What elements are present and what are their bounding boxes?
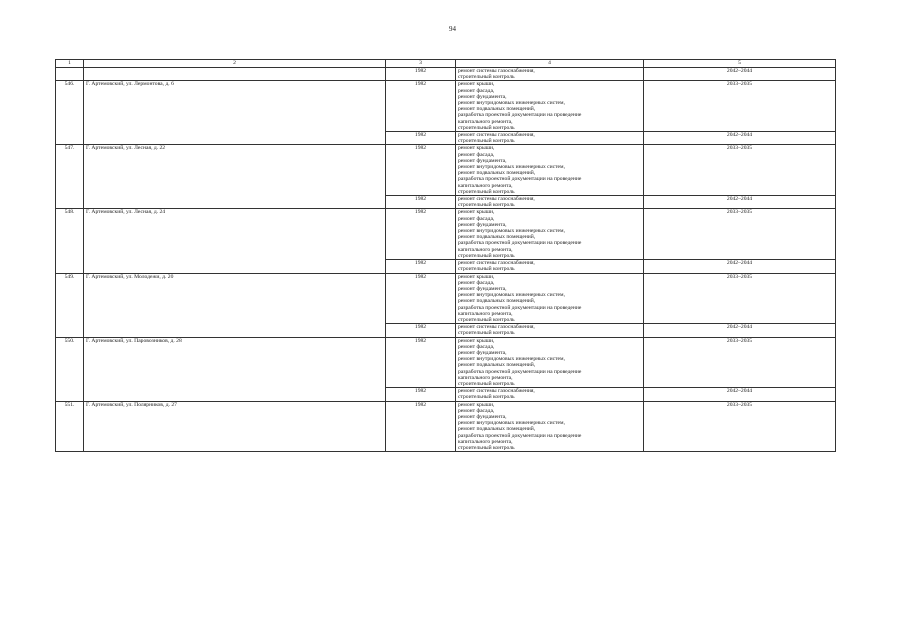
entry-works xyxy=(456,209,644,260)
carryover-year: 1982 xyxy=(386,68,456,81)
work-line: ремонт подвальных помещений, xyxy=(458,170,536,177)
entry-number: 546. xyxy=(56,81,84,145)
entry-works xyxy=(456,132,644,145)
work-line: ремонт внутридомовых инженерных систем, xyxy=(458,420,565,427)
work-line: ремонт фасада, xyxy=(458,279,495,286)
entry-period: 2042–2044 xyxy=(644,388,836,401)
column-header-1: 1 xyxy=(56,60,84,68)
entry-year: 1982 xyxy=(386,273,456,324)
work-line: ремонт внутридомовых инженерных систем, xyxy=(458,164,565,171)
entry-works xyxy=(456,337,644,388)
work-line: строительный контроль xyxy=(458,138,515,145)
work-line: разработка проектной документации на проведение xyxy=(458,176,582,183)
work-line: капитального ремонта, xyxy=(458,438,513,445)
carryover-address-cell xyxy=(84,68,386,81)
table-row xyxy=(56,145,836,196)
table-row xyxy=(56,209,836,260)
work-line: ремонт системы газоснабжения, xyxy=(458,388,535,395)
work-line: капитального ремонта, xyxy=(458,182,513,189)
work-line: строительный контроль xyxy=(458,266,515,273)
entry-year: 1982 xyxy=(386,145,456,196)
entry-year: 1982 xyxy=(386,81,456,132)
work-line: ремонт фундамента, xyxy=(458,413,507,420)
carryover-row xyxy=(56,68,836,81)
column-header-5: 5 xyxy=(644,60,836,68)
work-line: капитального ремонта, xyxy=(458,310,513,317)
work-line: ремонт фасада, xyxy=(458,151,495,158)
entry-period: 2033–2035 xyxy=(644,81,836,132)
work-line: ремонт подвальных помещений, xyxy=(458,426,536,433)
work-line: ремонт внутридомовых инженерных систем, xyxy=(458,292,565,299)
work-line: ремонт фасада, xyxy=(458,407,495,414)
entry-period: 2042–2044 xyxy=(644,196,836,209)
work-line: ремонт фундамента, xyxy=(458,157,507,164)
entry-period: 2033–2035 xyxy=(644,337,836,388)
carryover-num-cell xyxy=(56,68,84,81)
entry-period: 2033–2035 xyxy=(644,145,836,196)
entry-works xyxy=(456,196,644,209)
entry-number: 548. xyxy=(56,209,84,273)
table-row xyxy=(56,81,836,132)
entry-works xyxy=(456,81,644,132)
work-line: ремонт внутридомовых инженерных систем, xyxy=(458,356,565,363)
work-line: ремонт системы газоснабжения, xyxy=(458,68,535,74)
work-line: ремонт подвальных помещений, xyxy=(458,234,536,241)
capital-repair-table xyxy=(55,59,836,452)
work-line: капитального ремонта, xyxy=(458,246,513,253)
work-line: ремонт внутридомовых инженерных систем, xyxy=(458,228,565,235)
work-line: ремонт фасада, xyxy=(458,343,495,350)
work-line: капитального ремонта, xyxy=(458,374,513,381)
entry-address: Г. Артемовский, ул. Лермонтова, д. 6 xyxy=(84,81,386,145)
entry-period: 2033–2035 xyxy=(644,209,836,260)
work-line: ремонт подвальных помещений, xyxy=(458,362,536,369)
work-line: строительный контроль xyxy=(458,444,515,451)
work-line: капитального ремонта, xyxy=(458,118,513,125)
work-line: ремонт крыши, xyxy=(458,81,495,88)
header-row xyxy=(56,60,836,68)
work-line: ремонт фасада, xyxy=(458,215,495,222)
entry-period: 2042–2044 xyxy=(644,260,836,273)
work-line: разработка проектной документации на проведение xyxy=(458,304,582,311)
entry-period: 2042–2044 xyxy=(644,324,836,337)
work-line: ремонт крыши, xyxy=(458,337,495,344)
work-line: строительный контроль xyxy=(458,124,515,131)
table-row xyxy=(56,401,836,452)
entry-number: 550. xyxy=(56,337,84,401)
work-line: строительный контроль xyxy=(458,380,515,387)
entry-works xyxy=(456,145,644,196)
entry-period: 2042–2044 xyxy=(644,132,836,145)
work-line: ремонт крыши, xyxy=(458,145,495,152)
table-row xyxy=(56,337,836,388)
carryover-works xyxy=(456,68,644,81)
entry-address: Г. Артемовский, ул. Молодежи, д. 20 xyxy=(84,273,386,337)
entry-works xyxy=(456,260,644,273)
entry-year: 1982 xyxy=(386,324,456,337)
entry-address: Г. Артемовский, ул. Паровозников, д. 28 xyxy=(84,337,386,401)
work-line: ремонт фундамента, xyxy=(458,285,507,292)
entry-number: 551. xyxy=(56,401,84,452)
work-line: строительный контроль xyxy=(458,252,515,259)
entry-number: 549. xyxy=(56,273,84,337)
work-line: строительный контроль xyxy=(458,188,515,195)
work-line: ремонт системы газоснабжения, xyxy=(458,260,535,267)
table-row xyxy=(56,273,836,324)
entry-address: Г. Артемовский, ул. Полярников, д. 27 xyxy=(84,401,386,452)
work-line: ремонт фасада, xyxy=(458,87,495,94)
entry-address: Г. Артемовский, ул. Лесная, д. 22 xyxy=(84,145,386,209)
column-header-3: 3 xyxy=(386,60,456,68)
work-line: ремонт крыши, xyxy=(458,209,495,216)
work-line: ремонт подвальных помещений, xyxy=(458,298,536,305)
work-line: разработка проектной документации на проведение xyxy=(458,368,582,375)
work-line: ремонт крыши, xyxy=(458,273,495,280)
work-line: разработка проектной документации на проведение xyxy=(458,240,582,247)
entry-number: 547. xyxy=(56,145,84,209)
work-line: разработка проектной документации на проведение xyxy=(458,432,582,439)
work-line: ремонт подвальных помещений, xyxy=(458,106,536,113)
work-line: строительный контроль xyxy=(458,74,515,81)
work-line: ремонт фундамента, xyxy=(458,221,507,228)
work-line: ремонт внутридомовых инженерных систем, xyxy=(458,100,565,107)
entry-period: 2033–2035 xyxy=(644,273,836,324)
work-line: разработка проектной документации на проведение xyxy=(458,112,582,119)
entry-period: 2033–2035 xyxy=(644,401,836,452)
entry-year: 1982 xyxy=(386,401,456,452)
entry-year: 1982 xyxy=(386,260,456,273)
entry-works xyxy=(456,401,644,452)
column-header-4: 4 xyxy=(456,60,644,68)
table-body xyxy=(56,68,836,452)
work-line: строительный контроль xyxy=(458,316,515,323)
entry-year: 1982 xyxy=(386,337,456,388)
work-line: ремонт системы газоснабжения, xyxy=(458,324,535,331)
work-line: строительный контроль xyxy=(458,330,515,337)
work-line: ремонт системы газоснабжения, xyxy=(458,132,535,139)
carryover-period: 2042–2044 xyxy=(644,68,836,81)
column-header-2: 2 xyxy=(84,60,386,68)
work-line: ремонт фундамента, xyxy=(458,349,507,356)
work-line: ремонт системы газоснабжения, xyxy=(458,196,535,203)
entry-year: 1982 xyxy=(386,209,456,260)
entry-year: 1982 xyxy=(386,388,456,401)
entry-year: 1982 xyxy=(386,132,456,145)
entry-address: Г. Артемовский, ул. Лесная, д. 24 xyxy=(84,209,386,273)
work-line: строительный контроль xyxy=(458,394,515,401)
entry-year: 1982 xyxy=(386,196,456,209)
work-line: ремонт фундамента, xyxy=(458,93,507,100)
work-line: строительный контроль xyxy=(458,202,515,209)
work-line: ремонт крыши, xyxy=(458,401,495,408)
entry-works xyxy=(456,273,644,324)
entry-works xyxy=(456,324,644,337)
entry-works xyxy=(456,388,644,401)
page-number: 94 xyxy=(449,25,456,33)
